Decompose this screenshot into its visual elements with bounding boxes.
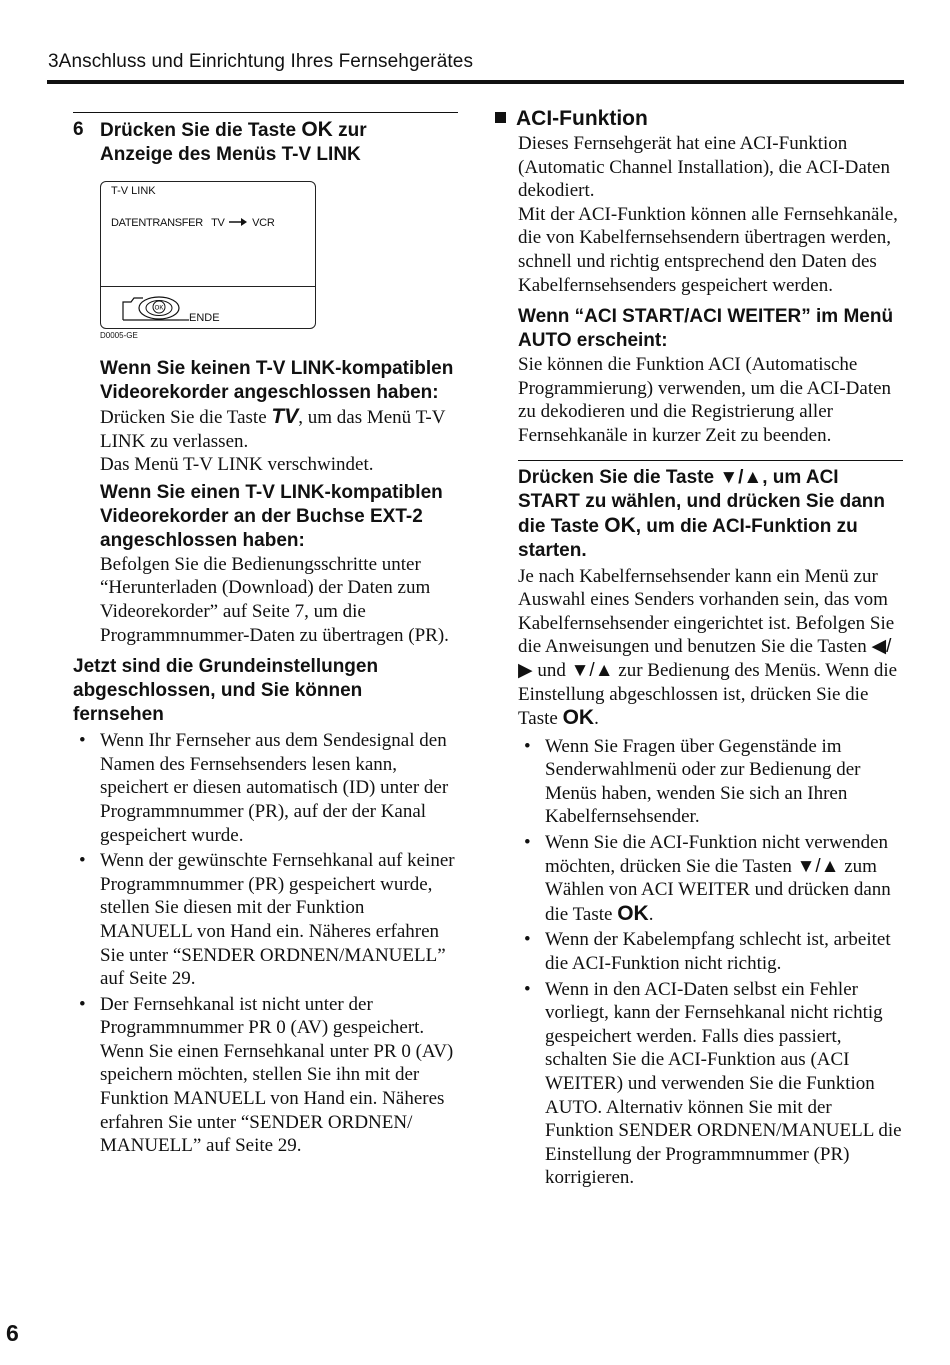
step-text-before: Drücken Sie die Taste (100, 120, 302, 141)
case-tvlink-text: Befolgen Sie die Bedienungsschritte unter “Herunterladen (Download) der Daten zum Videorekorder” auf Seite 7, um die Programmnummer-Daten zu übertragen (PR). (100, 553, 449, 646)
osd-transfer-line (111, 217, 274, 229)
down-up-keys: ▼/▲ (796, 855, 840, 877)
aci-notes-list (518, 735, 905, 1190)
aci-press-text: Je nach Kabelfernsehsender kann ein Menü zur Auswahl eines Senders vorhanden sein, das vom Kabelfernsehsender eingerichtet ist. Befolgen Sie die Anweisungen und benutzen Sie die Tasten ◀/▶ und ▼/▲ zur Bedienung des Menüs. Wenn die Einstellung abgeschlossen ist, drücken Sie die Taste OK. (518, 565, 898, 730)
osd-from: TV (211, 217, 225, 229)
case-no-tvlink-text: Drücken Sie die Taste TV, um das Menü T-V LINK zu verlassen. Das Menü T-V LINK verschwindet. (100, 405, 446, 476)
notes-list (73, 729, 458, 1158)
ok-key-label: OK (562, 706, 595, 730)
case-tvlink-heading: Wenn Sie einen T-V LINK-kompatiblen Videorekorder an der Buchse EXT-2 angeschlossen haben: (100, 481, 443, 551)
chapter-title: 3Anschluss und Einrichtung Ihres Fernsehgerätes (48, 51, 474, 72)
ok-key-label: OK (617, 901, 649, 925)
figure-code: D0005-GE (100, 331, 138, 340)
right-arrow-icon (229, 218, 247, 226)
section-title: ACI-Funktion (495, 106, 905, 132)
header-rule (47, 80, 904, 84)
list-item: • Wenn Ihr Fernseher aus dem Sendesignal den Namen des Fernsehsenders lesen kann, speichert er diesen automatisch (ID) unter der Programmnummer (PR), auf der der Kanal gespeichert wurde. (79, 730, 449, 846)
list-item: • Wenn in den ACI-Daten selbst ein Fehler vorliegt, kann der Fernsehkanal nicht richtig gespeichert werden. Falls dies passiert, schalten Sie die ACI-Funktion aus (ACI WEITER) und verwenden Sie die Funktion AUTO. Alternativ können Sie mit der Funktion SENDER ORDNEN/MANUELL die Einstellung der Programmnummer (PR) korrigieren. (524, 978, 902, 1189)
list-item: • Wenn Sie die ACI-Funktion nicht verwenden möchten, drücken Sie die Tasten ▼/▲ zum Wählen von ACI WEITER und drücken dann die Taste OK. (524, 832, 891, 925)
aci-intro-2: Mit der ACI-Funktion können alle Fernsehkanäle, die von Kabelfernsehsendern übertragen werden, schnell und richtig entsprechend den Daten des Kabelfernsehsenders gespeichert werden. (518, 203, 898, 296)
right-column (495, 106, 905, 1192)
osd-divider (101, 286, 315, 287)
step-text-line2: Anzeige des Menüs T-V LINK (100, 144, 361, 165)
aci-when-heading: Wenn “ACI START/ACI WEITER” im Menü AUTO erscheint: (518, 306, 894, 352)
ok-key-label: OK (604, 513, 636, 537)
remote-ok-icon (121, 294, 191, 324)
osd-ok-label: OK (154, 305, 164, 312)
osd-title: T-V LINK (111, 185, 156, 197)
done-heading: Jetzt sind die Grundeinstellungen abgeschlossen, und Sie können fernsehen (73, 656, 379, 726)
aci-when-text: Sie können die Funktion ACI (Automatische Programmierung) verwenden, um die ACI-Daten zu dekodieren und die Registrierung aller Fernsehkanäle in kurzer Zeit zu beenden. (518, 354, 892, 446)
aci-intro (495, 132, 905, 448)
tv-key-label: TV (271, 405, 299, 428)
ok-key-label: OK (301, 118, 333, 141)
left-column (73, 112, 458, 1160)
aci-press-block (495, 461, 905, 1190)
osd-transfer-label: DATENTRANSFER (111, 217, 203, 229)
aci-intro-1: Dieses Fernsehgerät hat eine ACI-Funktion (Automatic Channel Installation), die ACI-Daten dekodiert. (518, 133, 890, 202)
list-item: • Der Fernsehkanal ist nicht unter der Programmnummer PR 0 (AV) gespeichert. Wenn Sie einen Fernsehkanal unter PR 0 (AV) speichern möchten, stellen Sie ihn mit der Funktion MANUELL von Hand ein. Näheres erfahren Sie unter “SENDER ORDNEN/ MANUELL” auf Seite 29. (79, 993, 454, 1157)
osd-to: VCR (252, 217, 275, 229)
list-item: • Wenn der Kabelempfang schlecht ist, arbeitet die ACI-Funktion nicht richtig. (524, 929, 891, 975)
aci-press-heading: Drücken Sie die Taste ▼/▲, um ACI START zu wählen, und drücken Sie dann die Taste OK, um die ACI-Funktion zu starten. (518, 466, 886, 561)
case-no-tvlink-heading: Wenn Sie keinen T-V LINK-kompatiblen Videorekorder angeschlossen haben: (100, 358, 454, 403)
step-number: 6 (73, 119, 84, 140)
list-item: • Wenn Sie Fragen über Gegenstände im Senderwahlmenü oder zur Bedienung der Menüs haben, wenden Sie sich an Ihren Kabelfernsehsender. (524, 735, 861, 828)
down-up-keys: ▼/▲ (719, 466, 763, 488)
step-text-after: zur (332, 120, 367, 141)
case-tvlink (73, 481, 458, 647)
down-up-keys: ▼/▲ (570, 659, 614, 681)
left-right-keys: ◀/▶ (518, 636, 892, 681)
tv-link-osd-screen (100, 181, 316, 329)
osd-ende: ENDE (189, 312, 220, 324)
list-item: • Wenn der gewünschte Fernsehkanal auf keiner Programmnummer (PR) gespeichert wurde, stellen Sie diesen mit der Funktion MANUELL von Hand ein. Näheres erfahren Sie unter “SENDER ORDNEN/MANUELL” auf Seite 29. (79, 850, 455, 990)
step-6 (73, 113, 458, 167)
page-number: 6 (6, 1320, 19, 1346)
square-bullet-icon (495, 112, 506, 123)
case-no-tvlink (73, 357, 458, 477)
